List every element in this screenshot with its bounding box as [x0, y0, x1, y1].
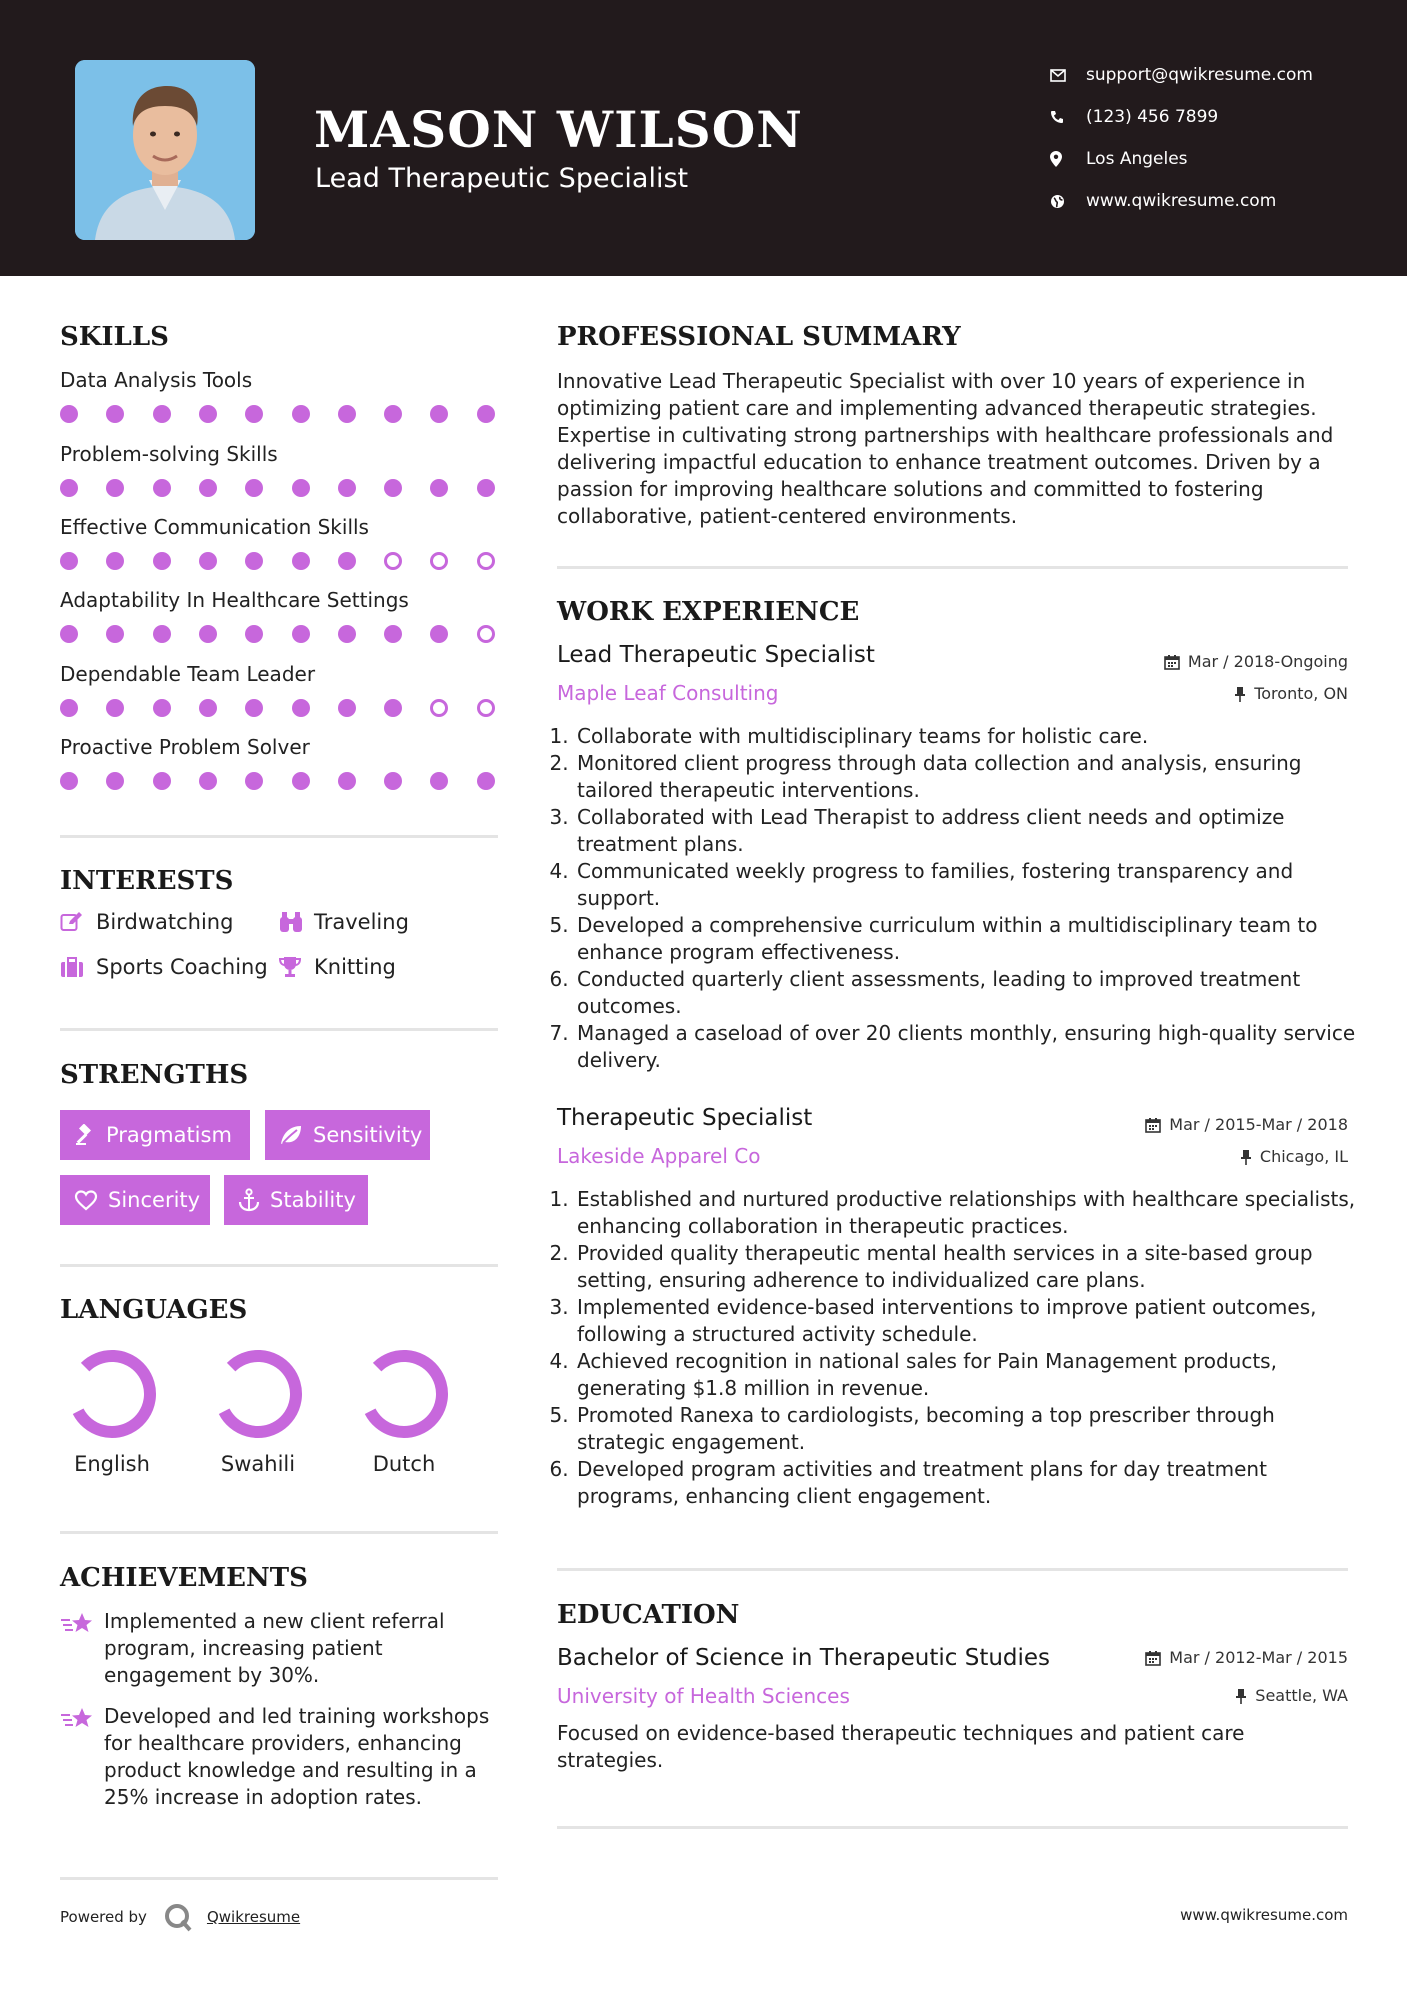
interests-heading: INTERESTS: [60, 866, 234, 896]
rating-dot-filled: [60, 772, 78, 790]
language-level-ring: [358, 1348, 450, 1440]
shooting-star-icon: [60, 1703, 104, 1811]
shooting-star-icon: [60, 1608, 104, 1689]
candidate-name: MASON WILSON: [314, 100, 803, 159]
calendar-icon: [1164, 654, 1180, 670]
rating-dot-filled: [199, 699, 217, 717]
pin-icon: [1235, 1688, 1247, 1704]
rating-dot-empty: [477, 625, 495, 643]
rating-dot-filled: [60, 625, 78, 643]
company-name: Lakeside Apparel Co: [557, 1144, 761, 1168]
duty-item: 1. Collaborate with multidisciplinary teams for holistic care.: [575, 723, 1365, 750]
school-name: University of Health Sciences: [557, 1684, 850, 1708]
rating-dot-filled: [153, 772, 171, 790]
rating-dot-filled: [384, 625, 402, 643]
strength-tag: [60, 1175, 210, 1225]
duty-item: 2. Monitored client progress through data collection and analysis, ensuring tailored therapeutic interventions.: [575, 750, 1365, 804]
footer-website-link[interactable]: www.qwikresume.com: [1180, 1906, 1348, 1924]
rating-dot-filled: [384, 405, 402, 423]
rating-dot-filled: [245, 405, 263, 423]
strength-label: Sincerity: [108, 1188, 201, 1212]
duty-item: 6. Conducted quarterly client assessments, leading to improved treatment outcomes.: [575, 966, 1365, 1020]
job-location: [1234, 684, 1348, 703]
interest-label: Traveling: [314, 910, 409, 934]
rating-dot-empty: [430, 699, 448, 717]
rating-dot-filled: [430, 405, 448, 423]
skill-name: Effective Communication Skills: [60, 515, 369, 539]
contact-website[interactable]: [1050, 180, 1313, 222]
job-location-text: Chicago, IL: [1259, 1147, 1348, 1166]
strength-label: Stability: [270, 1188, 356, 1212]
rating-dot-filled: [245, 552, 263, 570]
rating-dot-filled: [292, 699, 310, 717]
rating-dot-filled: [106, 699, 124, 717]
skill-rating: [60, 772, 500, 792]
qwikresume-logo-icon: [163, 1902, 193, 1932]
rating-dot-filled: [338, 405, 356, 423]
duty-item: 3. Collaborated with Lead Therapist to address client needs and optimize treatment plans.: [575, 804, 1365, 858]
trophy-icon: [278, 956, 314, 978]
rating-dot-filled: [60, 552, 78, 570]
language-name: English: [74, 1452, 150, 1476]
brand-link[interactable]: Qwikresume: [206, 1908, 301, 1926]
rating-dot-filled: [338, 625, 356, 643]
rating-dot-filled: [477, 479, 495, 497]
rating-dot-filled: [430, 479, 448, 497]
rating-dot-filled: [384, 699, 402, 717]
education-location-text: Seattle, WA: [1255, 1686, 1348, 1705]
binoculars-icon: [278, 911, 314, 933]
skill-name: Proactive Problem Solver: [60, 735, 310, 759]
duty-item: 3. Implemented evidence-based interventions to improve patient outcomes, following a structured activity schedule.: [575, 1294, 1365, 1348]
job-dates-text: Mar / 2015-Mar / 2018: [1169, 1115, 1348, 1134]
contact-website-text: www.qwikresume.com: [1086, 191, 1277, 211]
duty-item: 4. Communicated weekly progress to families, fostering transparency and support.: [575, 858, 1365, 912]
interest-label: Sports Coaching: [96, 955, 268, 979]
education-heading: EDUCATION: [557, 1600, 740, 1630]
section-divider: [60, 835, 498, 838]
leaf-icon: [279, 1124, 303, 1146]
achievement-text: Developed and led training workshops for healthcare providers, enhancing product knowledge and resulting in a 25% increase in adoption rates.: [104, 1704, 490, 1809]
phone-icon: [1050, 110, 1086, 124]
calendar-icon: [1145, 1117, 1161, 1133]
rating-dot-filled: [292, 772, 310, 790]
edit-icon: [60, 911, 96, 933]
duty-item: 2. Provided quality therapeutic mental health services in a site-based group setting, ensuring adherence to individualized care plans.: [575, 1240, 1365, 1294]
section-divider: [60, 1028, 498, 1031]
contact-phone[interactable]: [1050, 96, 1313, 138]
strengths-heading: STRENGTHS: [60, 1060, 249, 1090]
rating-dot-filled: [292, 479, 310, 497]
rating-dot-empty: [477, 699, 495, 717]
rating-dot-filled: [338, 772, 356, 790]
language-name: Dutch: [372, 1452, 436, 1476]
profile-photo: [75, 60, 255, 240]
rating-dot-filled: [153, 552, 171, 570]
strength-tag: [224, 1175, 368, 1225]
job-location-text: Toronto, ON: [1254, 684, 1348, 703]
contact-location-text: Los Angeles: [1086, 149, 1188, 169]
envelope-icon: [1050, 69, 1086, 82]
interest-label: Birdwatching: [96, 910, 234, 934]
job-duties: [557, 723, 1365, 1074]
contact-list: [1050, 54, 1313, 222]
section-divider: [60, 1531, 498, 1534]
rating-dot-filled: [292, 405, 310, 423]
contact-email[interactable]: [1050, 54, 1313, 96]
duty-item: 5. Promoted Ranexa to cardiologists, becoming a top prescriber through strategic engagement.: [575, 1402, 1365, 1456]
rating-dot-filled: [245, 699, 263, 717]
job-title: Lead Therapeutic Specialist: [557, 642, 875, 668]
interest-item: [278, 910, 409, 934]
calendar-icon: [1145, 1650, 1161, 1666]
job-dates: [1164, 652, 1348, 671]
interest-label: Knitting: [314, 955, 396, 979]
globe-icon: [1050, 194, 1086, 209]
achievements-heading: ACHIEVEMENTS: [60, 1563, 308, 1593]
gavel-icon: [74, 1124, 96, 1146]
rating-dot-filled: [60, 479, 78, 497]
strength-label: Sensitivity: [313, 1123, 423, 1147]
resume-header: [0, 0, 1407, 276]
rating-dot-filled: [430, 625, 448, 643]
section-divider: [557, 1568, 1348, 1571]
rating-dot-filled: [106, 405, 124, 423]
language-item: [57, 1348, 167, 1476]
skill-rating: [60, 479, 500, 499]
rating-dot-filled: [338, 699, 356, 717]
rating-dot-filled: [384, 479, 402, 497]
map-marker-icon: [1050, 151, 1086, 167]
pin-icon: [1234, 686, 1246, 702]
skill-rating: [60, 405, 500, 425]
candidate-title: Lead Therapeutic Specialist: [315, 163, 689, 194]
rating-dot-empty: [430, 552, 448, 570]
duty-item: 7. Managed a caseload of over 20 clients monthly, ensuring high-quality service delivery.: [575, 1020, 1365, 1074]
rating-dot-filled: [199, 552, 217, 570]
rating-dot-filled: [384, 772, 402, 790]
rating-dot-filled: [153, 405, 171, 423]
rating-dot-filled: [153, 625, 171, 643]
powered-by-label: Powered by: [60, 1908, 147, 1926]
contact-phone-text: (123) 456 7899: [1086, 107, 1219, 127]
rating-dot-filled: [106, 772, 124, 790]
section-divider: [60, 1877, 498, 1880]
interest-item: [60, 910, 233, 934]
rating-dot-filled: [106, 479, 124, 497]
skill-name: Data Analysis Tools: [60, 368, 253, 392]
section-divider: [557, 1826, 1348, 1829]
rating-dot-filled: [60, 405, 78, 423]
rating-dot-filled: [292, 625, 310, 643]
language-item: [203, 1348, 313, 1476]
language-name: Swahili: [220, 1452, 296, 1476]
duty-item: 4. Achieved recognition in national sales for Pain Management products, generating $1.8 million in revenue.: [575, 1348, 1365, 1402]
rating-dot-filled: [430, 772, 448, 790]
language-level-ring: [212, 1348, 304, 1440]
contact-location: [1050, 138, 1313, 180]
rating-dot-filled: [60, 699, 78, 717]
rating-dot-filled: [199, 772, 217, 790]
duty-item: 5. Developed a comprehensive curriculum within a multidisciplinary team to enhance program effectiveness.: [575, 912, 1365, 966]
job-dates: [1145, 1115, 1348, 1134]
rating-dot-empty: [384, 552, 402, 570]
language-level-ring: [66, 1348, 158, 1440]
interest-item: [278, 955, 396, 979]
skill-name: Adaptability In Healthcare Settings: [60, 588, 409, 612]
rating-dot-filled: [199, 479, 217, 497]
strength-tag: [265, 1110, 430, 1160]
rating-dot-filled: [199, 625, 217, 643]
skill-rating: [60, 625, 500, 645]
rating-dot-filled: [338, 479, 356, 497]
rating-dot-filled: [106, 625, 124, 643]
pin-icon: [1240, 1149, 1252, 1165]
strength-tag: [60, 1110, 250, 1160]
education-location: [1235, 1686, 1348, 1705]
interest-item: [60, 955, 268, 979]
powered-by: [60, 1902, 300, 1932]
education-dates: [1145, 1648, 1348, 1667]
rating-dot-filled: [477, 772, 495, 790]
briefcase-icon: [60, 956, 96, 978]
degree-title: Bachelor of Science in Therapeutic Studies: [557, 1645, 1051, 1671]
achievement-item: [60, 1703, 500, 1811]
anchor-icon: [238, 1188, 260, 1212]
skill-rating: [60, 699, 500, 719]
rating-dot-filled: [199, 405, 217, 423]
education-dates-text: Mar / 2012-Mar / 2015: [1169, 1648, 1348, 1667]
job-dates-text: Mar / 2018-Ongoing: [1187, 652, 1348, 671]
rating-dot-filled: [153, 479, 171, 497]
rating-dot-filled: [245, 625, 263, 643]
rating-dot-filled: [338, 552, 356, 570]
rating-dot-filled: [106, 552, 124, 570]
heart-icon: [74, 1190, 98, 1211]
skills-heading: SKILLS: [60, 322, 169, 352]
duty-item: 1. Established and nurtured productive relationships with healthcare specialists, enhancing collaboration in therapeutic practices.: [575, 1186, 1365, 1240]
rating-dot-filled: [245, 479, 263, 497]
skill-name: Problem-solving Skills: [60, 442, 278, 466]
section-divider: [60, 1264, 498, 1267]
summary-heading: PROFESSIONAL SUMMARY: [557, 322, 961, 352]
summary-text: Innovative Lead Therapeutic Specialist with over 10 years of experience in optimizing patient care and implementing advanced therapeutic strategies. Expertise in cultivating strong partnerships with healthcare professionals and delivering impactful education to enhance treatment outcomes. Driven by a passion for improving healthcare solutions and committed to fostering collaborative, patient-centered environments.: [557, 369, 1334, 528]
skill-rating: [60, 552, 500, 572]
contact-email-text: support@qwikresume.com: [1086, 65, 1313, 85]
rating-dot-filled: [292, 552, 310, 570]
language-item: [349, 1348, 459, 1476]
company-name: Maple Leaf Consulting: [557, 681, 779, 705]
education-description: Focused on evidence-based therapeutic techniques and patient care strategies.: [557, 1721, 1245, 1772]
job-title: Therapeutic Specialist: [557, 1105, 813, 1131]
strength-label: Pragmatism: [106, 1123, 232, 1147]
skill-name: Dependable Team Leader: [60, 662, 316, 686]
rating-dot-empty: [477, 552, 495, 570]
rating-dot-filled: [477, 405, 495, 423]
job-location: [1240, 1147, 1348, 1166]
rating-dot-filled: [153, 699, 171, 717]
achievement-item: [60, 1608, 500, 1689]
experience-heading: WORK EXPERIENCE: [557, 597, 860, 627]
duty-item: 6. Developed program activities and treatment plans for day treatment programs, enhancing client engagement.: [575, 1456, 1365, 1510]
section-divider: [557, 566, 1348, 569]
rating-dot-filled: [245, 772, 263, 790]
job-duties: [557, 1186, 1365, 1510]
languages-heading: LANGUAGES: [60, 1295, 248, 1325]
achievement-text: Implemented a new client referral program, increasing patient engagement by 30%.: [104, 1609, 445, 1687]
